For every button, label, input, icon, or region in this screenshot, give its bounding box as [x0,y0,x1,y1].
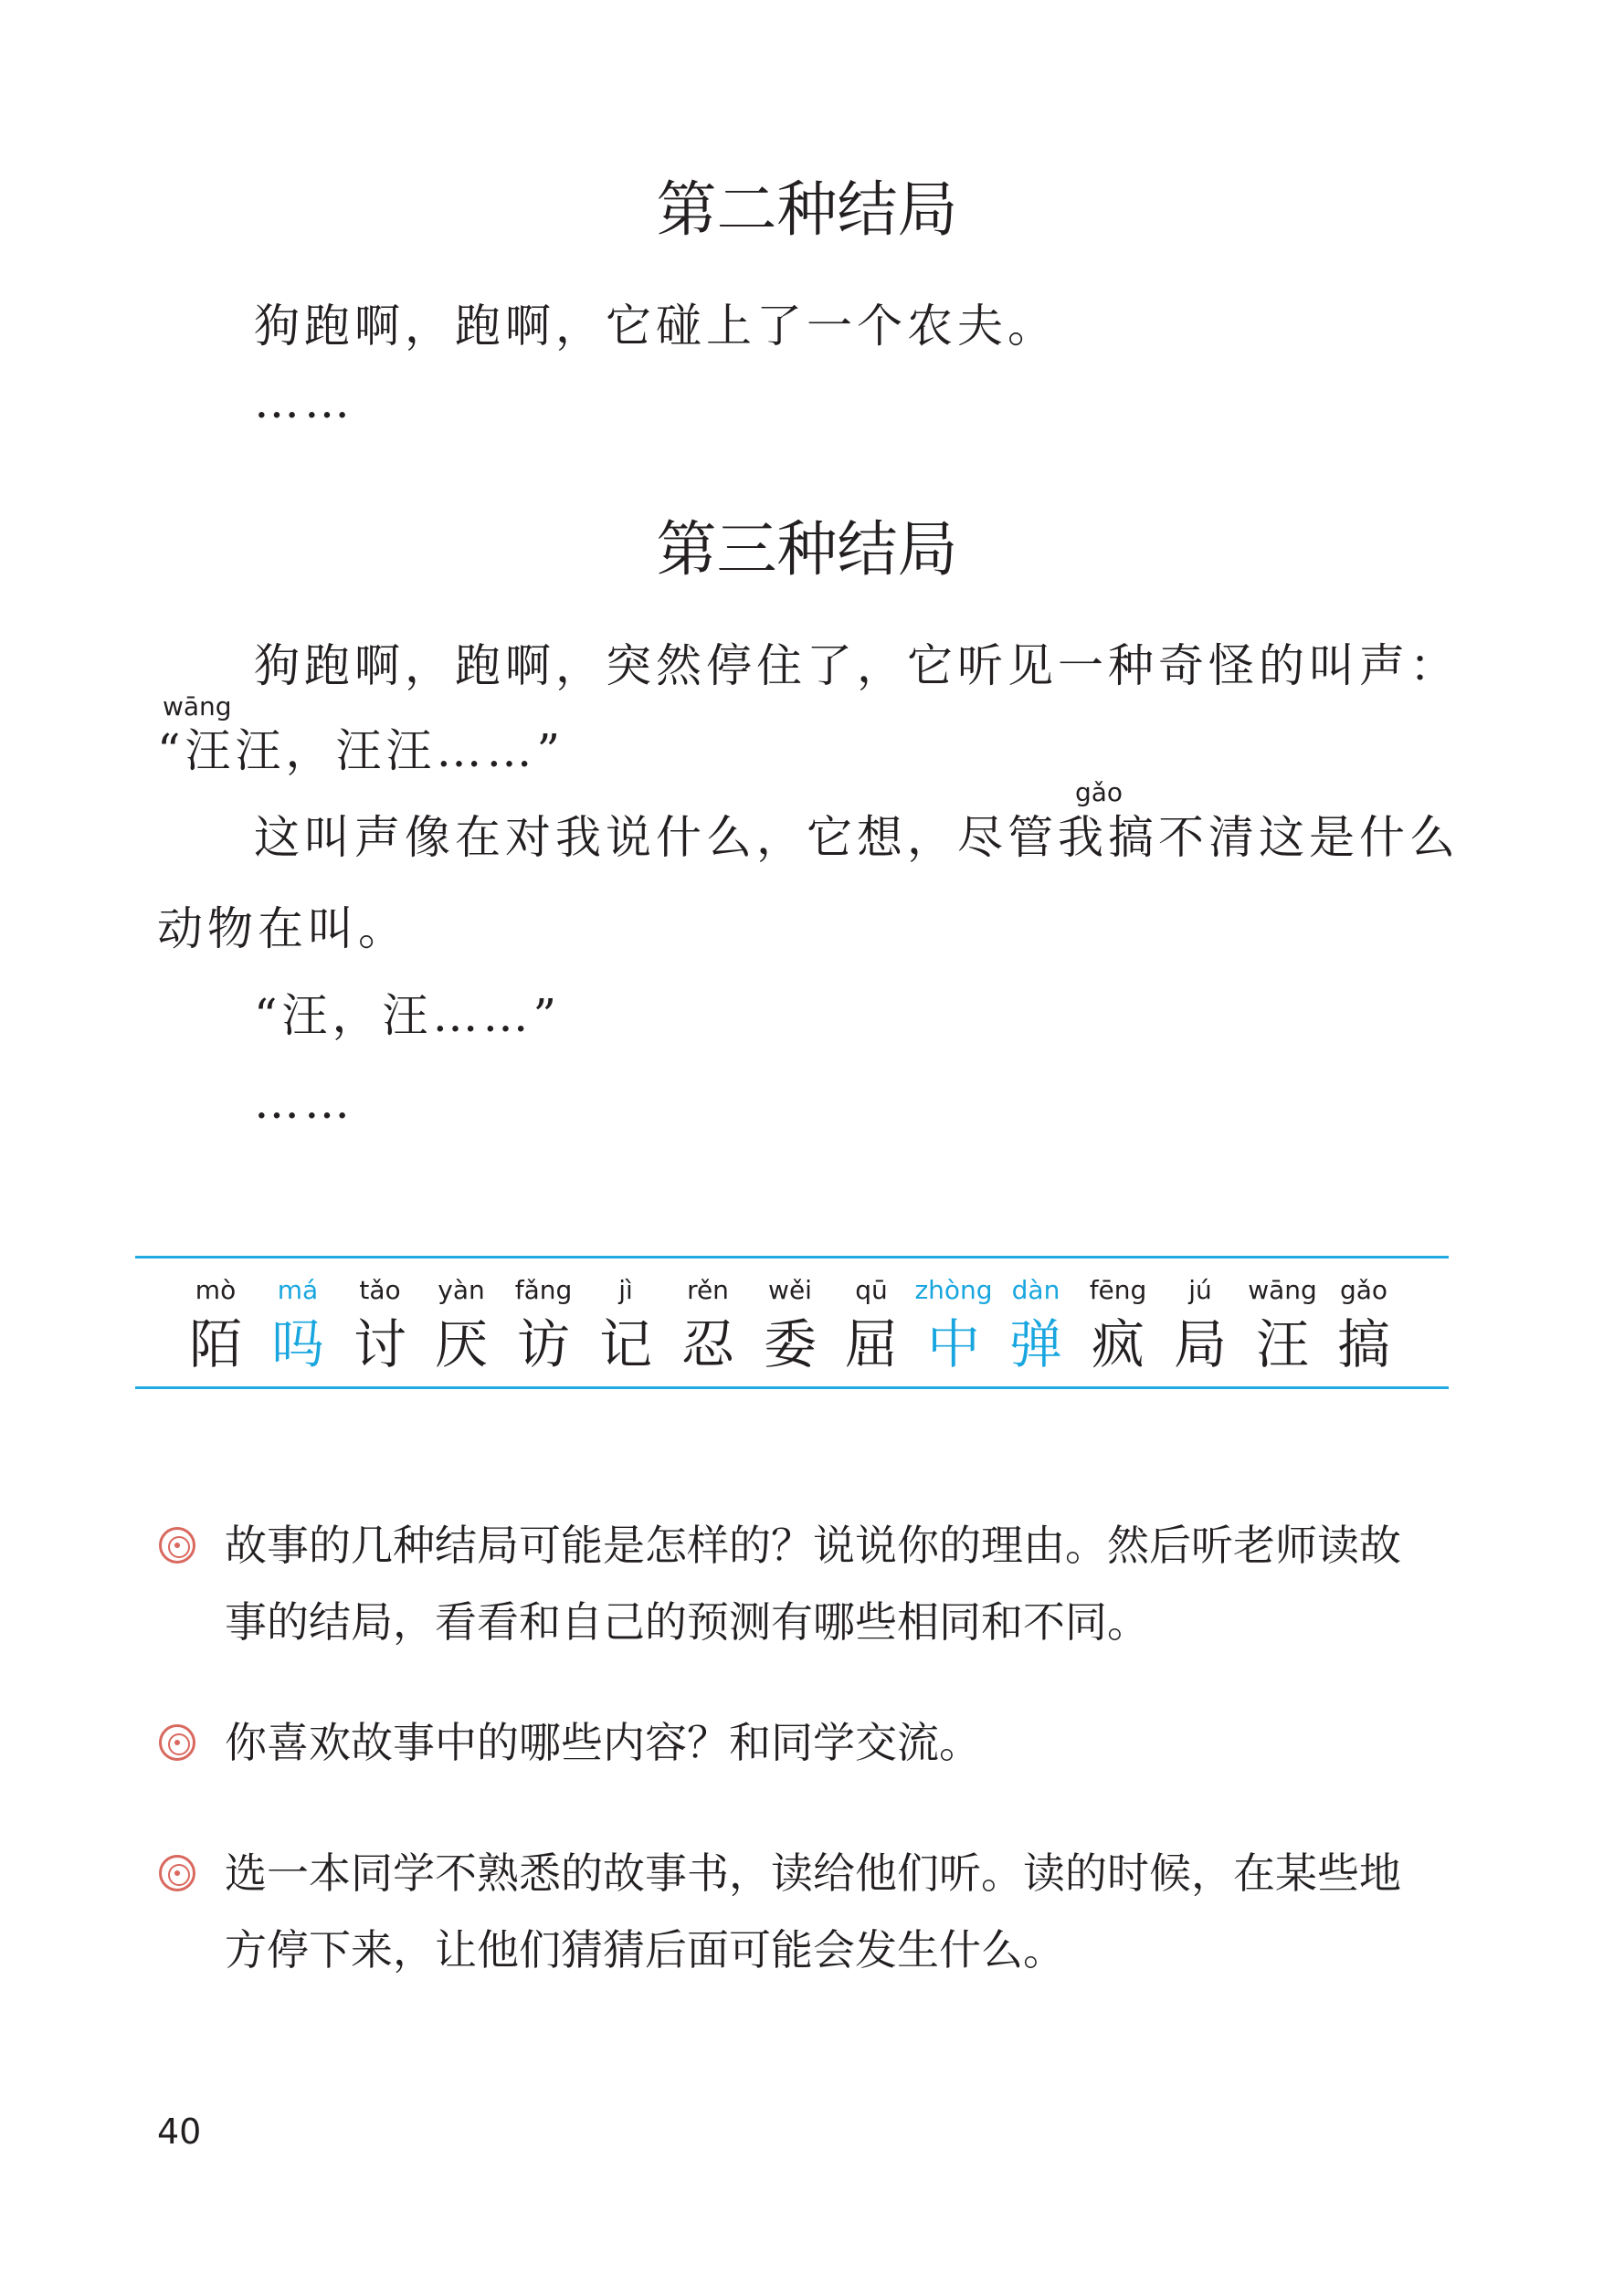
word-char: 委 [763,1313,817,1375]
word-char: 弹 [1008,1313,1062,1375]
word-pinyin: dàn [1011,1275,1060,1305]
word-list-top-rule [135,1256,1449,1259]
question-3-line-2: 方停下来，让他们猜猜后面可能会发生什么。 [225,1925,1065,1975]
word-pinyin: jú [1188,1275,1212,1305]
word-char: 搞 [1336,1313,1390,1375]
word-char: 讨 [353,1313,406,1375]
word-char: 陌 [188,1313,242,1375]
word-pinyin: gǎo [1339,1275,1388,1305]
word-item [254,1274,342,1374]
ending2-line: 狗跑啊，跑啊，它碰上了一个农夫。 [254,300,1058,353]
word-char: 厌 [434,1313,488,1375]
ending3-title: 第三种结局 [656,514,958,585]
word-pinyin: zhòng [914,1275,993,1305]
ending3-line-5: “汪，汪……” [254,989,562,1042]
ending3-line-1: 狗跑啊，跑啊，突然停住了，它听见一种奇怪的叫声： [254,639,1460,692]
word-item [910,1274,997,1374]
word-char: 吗 [270,1313,324,1375]
word-pinyin: fēng [1089,1275,1147,1305]
word-pinyin: wāng [1248,1275,1317,1305]
ending2-title: 第二种结局 [656,174,958,245]
word-char: 记 [598,1313,652,1375]
word-pinyin: rěn [687,1275,729,1305]
word-char: 汪 [1255,1313,1309,1375]
pinyin-wang: wāng [163,691,232,721]
word-char: 忍 [680,1313,734,1375]
seal-icon [159,1855,195,1891]
ending3-line-2: “汪汪，汪汪……” [157,724,565,777]
word-item [828,1274,915,1374]
word-item [664,1274,752,1374]
word-item [746,1274,834,1374]
seal-icon [159,1724,195,1761]
word-pinyin: jì [618,1275,633,1305]
word-pinyin: wěi [768,1275,812,1305]
word-char: 局 [1173,1313,1227,1375]
seal-icon [159,1527,195,1564]
word-pinyin: tǎo [359,1275,401,1305]
word-item [1320,1274,1408,1374]
word-item [336,1274,424,1374]
word-pinyin: fǎng [514,1275,573,1305]
ending2-ellipsis: …… [254,375,354,428]
word-pinyin: yàn [438,1275,485,1305]
word-item [172,1274,259,1374]
ending3-ellipsis: …… [254,1076,354,1129]
word-pinyin: qū [855,1275,888,1305]
question-1-line-2: 事的结局，看看和自己的预测有哪些相同和不同。 [225,1597,1149,1647]
word-item [1074,1274,1162,1374]
word-item [1156,1274,1244,1374]
question-2-line-1: 你喜欢故事中的哪些内容？和同学交流。 [225,1718,981,1767]
word-char: 访 [516,1313,570,1375]
word-item [1239,1274,1326,1374]
word-char: 中 [926,1313,980,1375]
word-pinyin: má [277,1275,319,1305]
word-item [417,1274,505,1374]
question-1-line-1: 故事的几种结局可能是怎样的？说说你的理由。然后听老师读故 [225,1521,1401,1570]
page-number: 40 [157,2112,202,2152]
word-item [582,1274,670,1374]
word-char: 屈 [844,1313,898,1375]
word-item [992,1274,1080,1374]
ending3-line-3: 这叫声像在对我说什么，它想，尽管我搞不清这是什么 [254,811,1460,864]
ending3-line-4: 动物在叫。 [157,902,408,955]
question-3-line-1: 选一本同学不熟悉的故事书，读给他们听。读的时候，在某些地 [225,1848,1401,1898]
word-item [500,1274,587,1374]
word-list-bottom-rule [135,1386,1449,1389]
word-char: 疯 [1091,1313,1145,1375]
word-pinyin: mò [195,1275,237,1305]
pinyin-gao: gǎo [1075,777,1123,807]
